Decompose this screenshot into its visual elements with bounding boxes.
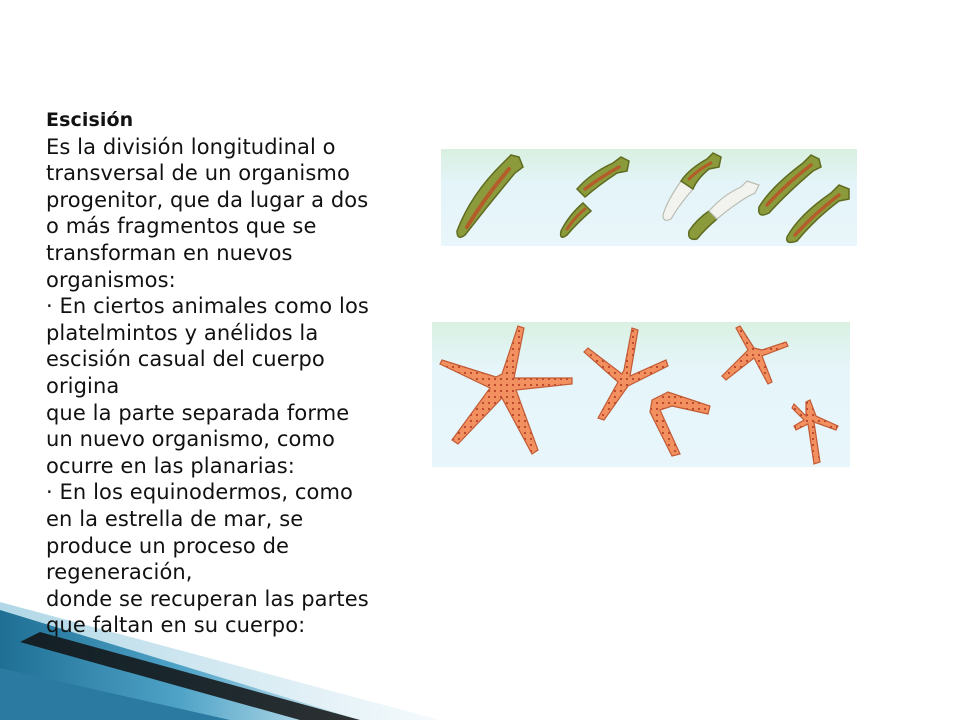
body-line: · En los equinodermos, como [46,480,353,505]
body-line: o más fragmentos que se [46,214,317,239]
body-line: progenitor, que da lugar a dos [46,187,369,212]
body-line: en la estrella de mar, se [46,506,304,531]
body-line: donde se recuperan las partes [46,586,369,611]
body-line: transversal de un organismo [46,161,350,186]
body-line: ocurre en las planarias: [46,453,295,478]
body-line: origina [46,373,120,398]
body-line: produce un proceso de [46,533,290,558]
body-line: platelmintos y anélidos la [46,320,319,345]
starfish-illustration [432,322,850,467]
body-line: · En ciertos animales como los [46,294,369,319]
body-line: que la parte separada forme [46,400,350,425]
body-line: un nuevo organismo, como [46,427,335,452]
slide-text [46,107,416,639]
body-line: escisión casual del cuerpo [46,347,325,372]
body-line: transforman en nuevos [46,240,293,265]
slide-title: Escisión [46,109,134,131]
body-line: que faltan en su cuerpo: [46,613,306,638]
body-line: regeneración, [46,560,193,585]
body-line: Es la división longitudinal o [46,134,336,159]
body-line: organismos: [46,267,176,292]
planaria-illustration [441,149,857,246]
